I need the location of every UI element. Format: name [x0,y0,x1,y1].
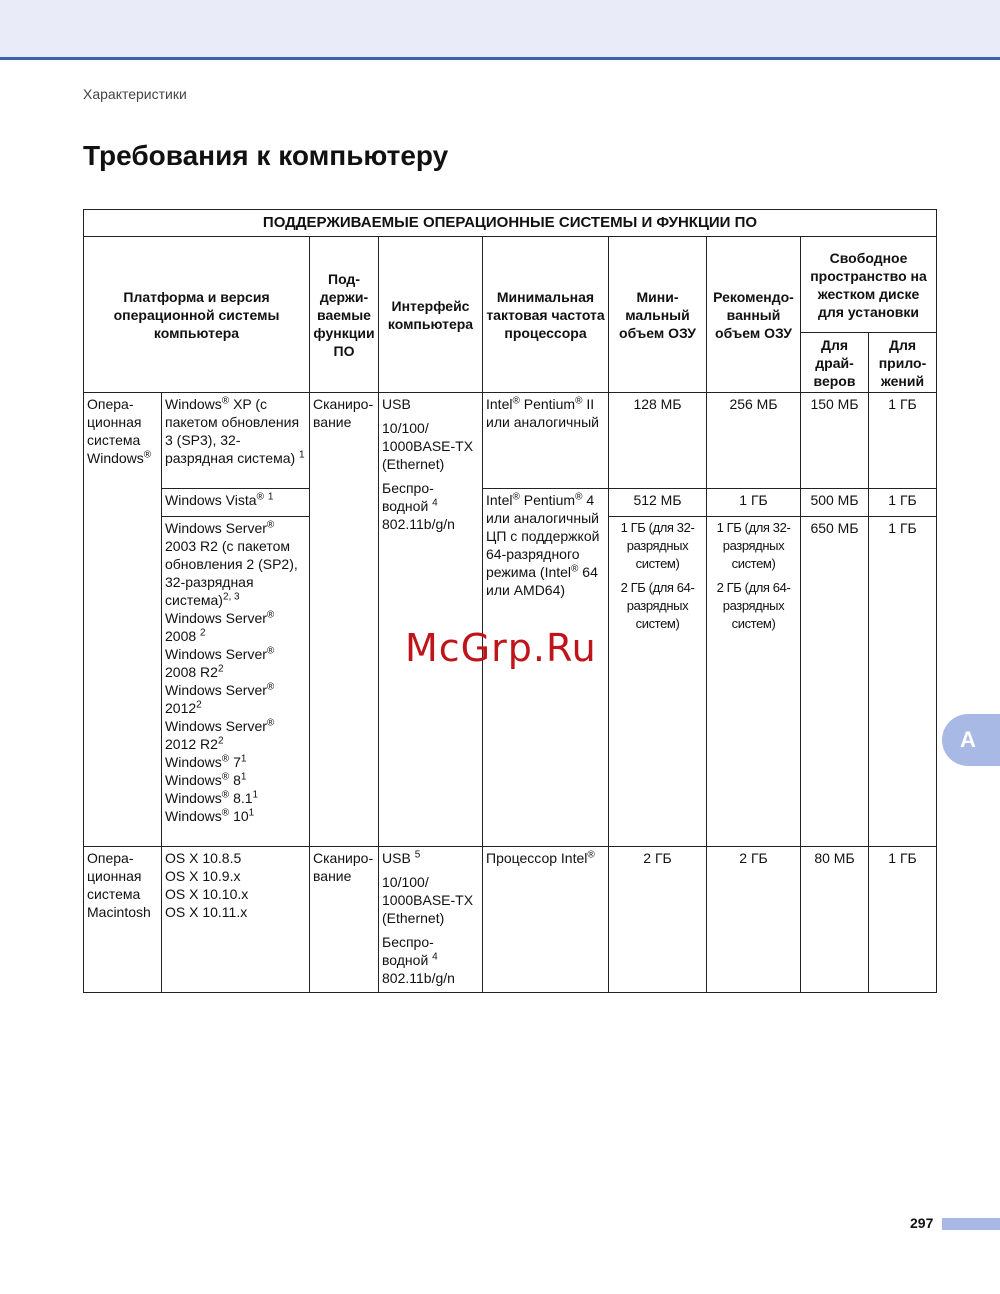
table-row [84,489,937,517]
min-ram-row2: 512 МБ [609,489,707,517]
os-group-macintosh: Опера-ционная система Macintosh [84,847,162,993]
min-ram-mac: 2 ГБ [609,847,707,993]
disk-apps-row3: 1 ГБ [869,517,937,847]
min-ram-row1: 128 МБ [609,393,707,489]
rec-ram-row1: 256 МБ [707,393,801,489]
disk-drivers-row1: 150 МБ [801,393,869,489]
table-title: ПОДДЕРЖИВАЕМЫЕ ОПЕРАЦИОННЫЕ СИСТЕМЫ И ФУНКЦИИ ПО [84,210,937,237]
os-item: Windows Server® 2008 $R2^2$ [165,645,275,680]
os-item: Windows Server® 2012$^2$ [165,681,275,716]
min-ram-row3: 1 ГБ (для 32-разрядных систем) 2 ГБ (для 64-разрядных систем) [609,517,707,847]
breadcrumb: Характеристики [83,86,187,102]
header-functions: Под-держи-ваемые функции ПО [310,237,379,393]
header-disk: Свободное пространство на жестком диске для установки [801,237,937,333]
os-item: Windows Server® 2008 $^2$ [165,609,275,644]
header-disk-drivers: Для драй-веров [801,333,869,393]
os-group-windows: Опера-ционная система Windows® [84,393,162,847]
interface-mac: USB $^5$ 10/100/ 1000BASE-TX (Ethernet) Беспро-водной $^4$ 802.11b/g/n [379,847,483,993]
header-min-ram: Мини-мальный объем ОЗУ [609,237,707,393]
page-title: Требования к компьютеру [83,140,449,171]
footer-band [942,1218,1000,1230]
disk-drivers-mac: 80 МБ [801,847,869,993]
function-scanning-mac: Сканиро-вание [310,847,379,993]
interface-windows: USB 10/100/ 1000BASE-TX (Ethernet) Беспро-водной $^4$ 802.11b/g/n [379,393,483,847]
os-windows-vista: Windows Vista® $^1$ [162,489,310,517]
function-scanning: Сканиро-вание [310,393,379,847]
disk-apps-row2: 1 ГБ [869,489,937,517]
rec-ram-mac: 2 ГБ [707,847,801,993]
watermark: McGrp.Ru [405,626,597,670]
disk-apps-mac: 1 ГБ [869,847,937,993]
requirements-table [83,209,937,993]
disk-drivers-row2: 500 МБ [801,489,869,517]
os-item: Windows Server® 2003 R2 (с пакетом обновления 2 (SP2), 32-разрядная система)$^{2, 3}$ [165,519,298,608]
os-item: OS X 10.11.x [165,904,248,920]
os-windows-xp: Windows® XP (с пакетом обновления 3 (SP3), 32-разрядная система) $^1$ [162,393,310,489]
table-row [84,393,937,489]
header-interface: Интерфейс компьютера [379,237,483,393]
rec-ram-row2: 1 ГБ [707,489,801,517]
os-item: OS X 10.10.x [165,886,249,902]
os-item: Windows® $10^1$ [165,807,255,824]
header-cpu: Минимальная тактовая частота процессора [483,237,609,393]
os-item: OS X 10.8.5 [165,850,242,866]
table-row [84,847,937,993]
cpu-row2: Intel® Pentium® 4 или аналогичный ЦП с поддержкой 64-разрядного режима (Intel® 64 или AMD64) [483,489,609,847]
rec-ram-row3: 1 ГБ (для 32-разрядных систем) 2 ГБ (для 64-разрядных систем) [707,517,801,847]
os-item: Windows® $7^1$ [165,753,247,770]
header-disk-apps: Для прило-жений [869,333,937,393]
os-item: OS X 10.9.x [165,868,241,884]
cpu-mac: Процессор Intel® [483,847,609,993]
cpu-row1: Intel® Pentium® II или аналогичный [483,393,609,489]
os-windows-list [162,517,310,847]
disk-apps-row1: 1 ГБ [869,393,937,489]
section-tab[interactable]: A [942,714,1000,766]
header-platform: Платформа и версия операционной системы компьютера [84,237,310,393]
disk-drivers-row3: 650 МБ [801,517,869,847]
os-item: Windows® $8.1^1$ [165,789,259,806]
os-item: Windows Server® 2012 $R2^2$ [165,717,275,752]
page-number: 297 [910,1215,934,1231]
os-item: Windows® $8^1$ [165,771,247,788]
header-rec-ram: Рекомендо-ванный объем ОЗУ [707,237,801,393]
os-mac-list [162,847,310,993]
header-band [0,0,1000,60]
